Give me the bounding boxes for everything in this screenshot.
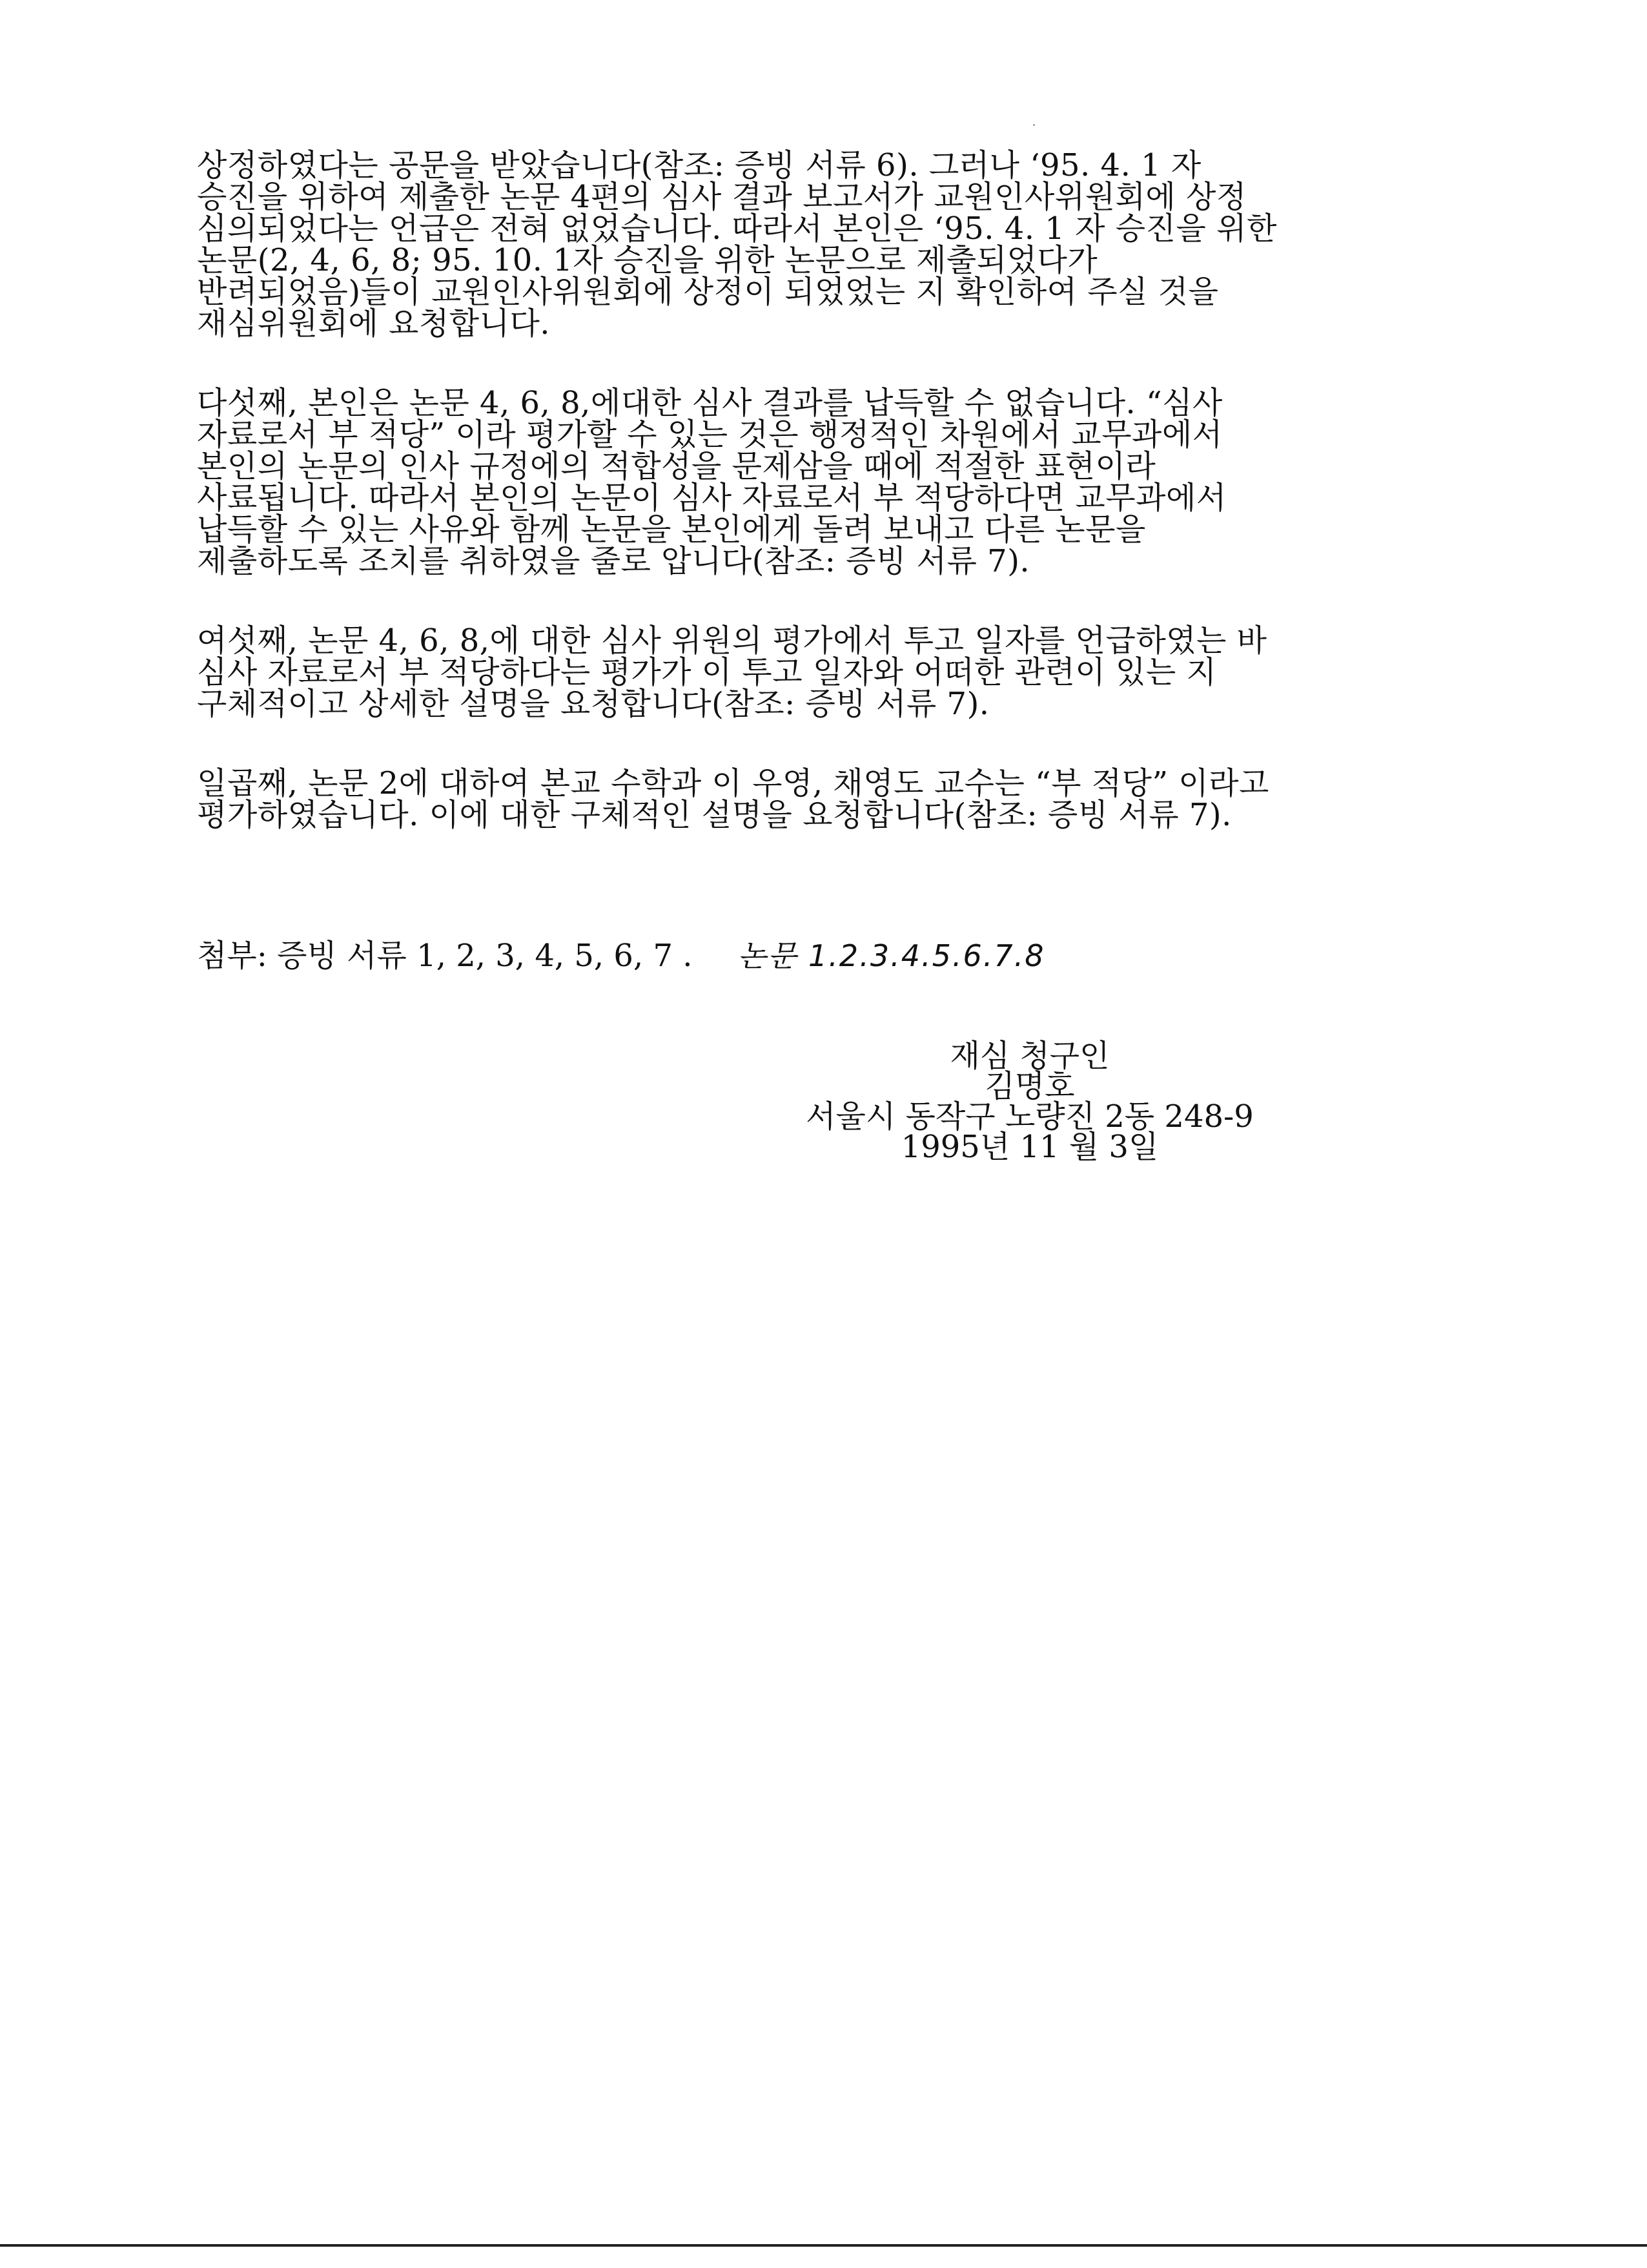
attachment-text: 첨부: 증빙 서류 1, 2, 3, 4, 5, 6, 7 . (197, 938, 693, 974)
text-line: 평가하였습니다. 이에 대한 구체적인 설명을 요청합니다(참조: 증빙 서류 7). (197, 797, 1232, 833)
text-line: 자료로서 부 적당” 이라 평가할 수 있는 것은 행정적인 차원에서 교무과에서 (197, 417, 1223, 453)
paragraph-seventh (197, 765, 1462, 833)
handwritten-note: 논문 1.2.3.4.5.6.7.8 (737, 938, 1045, 973)
paragraph-fifth (197, 387, 1462, 577)
text-line: 일곱째, 논문 2에 대하여 본교 수학과 이 우영, 채영도 교수는 “부 적당” 이라고 (197, 765, 1269, 801)
paragraph-sixth (197, 625, 1462, 720)
scan-speck (1033, 124, 1035, 126)
signature-block (772, 1038, 1288, 1165)
text-line: 논문(2, 4, 6, 8; 95. 10. 1자 승진을 위한 논문으로 제출되었다가 (197, 242, 1098, 278)
text-line: 심사 자료로서 부 적당하다는 평가가 이 투고 일자와 어떠한 관련이 있는 지 (197, 654, 1217, 690)
text-line: 상정하였다는 공문을 받았습니다(참조: 증빙 서류 6). 그러나 ‘95. 4. 1 자 (197, 147, 1202, 183)
attachment-line (197, 936, 1045, 975)
text-line: 심의되었다는 언급은 전혀 없었습니다. 따라서 본인은 ‘95. 4. 1 자 승진을 위한 (197, 211, 1277, 247)
text-line: 여섯째, 논문 4, 6, 8,에 대한 심사 위원의 평가에서 투고 일자를 언급하였는 바 (197, 623, 1267, 659)
text-line: 승진을 위하여 제출한 논문 4편의 심사 결과 보고서가 교원인사위원회에 상정 (197, 179, 1247, 215)
signature-date: 1995년 11 월 3일 (901, 1129, 1159, 1165)
text-line: 사료됩니다. 따라서 본인의 논문이 심사 자료로서 부 적당하다면 교무과에서 (197, 480, 1227, 516)
paragraph-1 (197, 147, 1462, 342)
bottom-rule (0, 2244, 1647, 2247)
text-line: 구체적이고 상세한 설명을 요청합니다(참조: 증빙 서류 7). (197, 686, 990, 722)
signature-role: 재심 청구인 (950, 1038, 1110, 1074)
signature-name: 김명호 (985, 1068, 1075, 1104)
text-line: 재심위원회에 요청합니다. (197, 305, 551, 342)
text-line: 납득할 수 있는 사유와 함께 논문을 본인에게 돌려 보내고 다른 논문을 (197, 511, 1146, 548)
letter-body (197, 147, 1462, 879)
signature-address: 서울시 동작구 노량진 2동 248-9 (806, 1098, 1254, 1135)
text-line: 본인의 논문의 인사 규정에의 적합성을 문제삼을 때에 적절한 표현이라 (197, 448, 1156, 484)
text-line: 다섯째, 본인은 논문 4, 6, 8,에대한 심사 결과를 납득할 수 없습니다. “심사 (197, 385, 1223, 421)
text-line: 반려되었음)들이 교원인사위원회에 상정이 되었었는 지 확인하여 주실 것을 (197, 274, 1219, 310)
text-line: 제출하도록 조치를 취하였을 줄로 압니다(참조: 증빙 서류 7). (197, 543, 1030, 579)
